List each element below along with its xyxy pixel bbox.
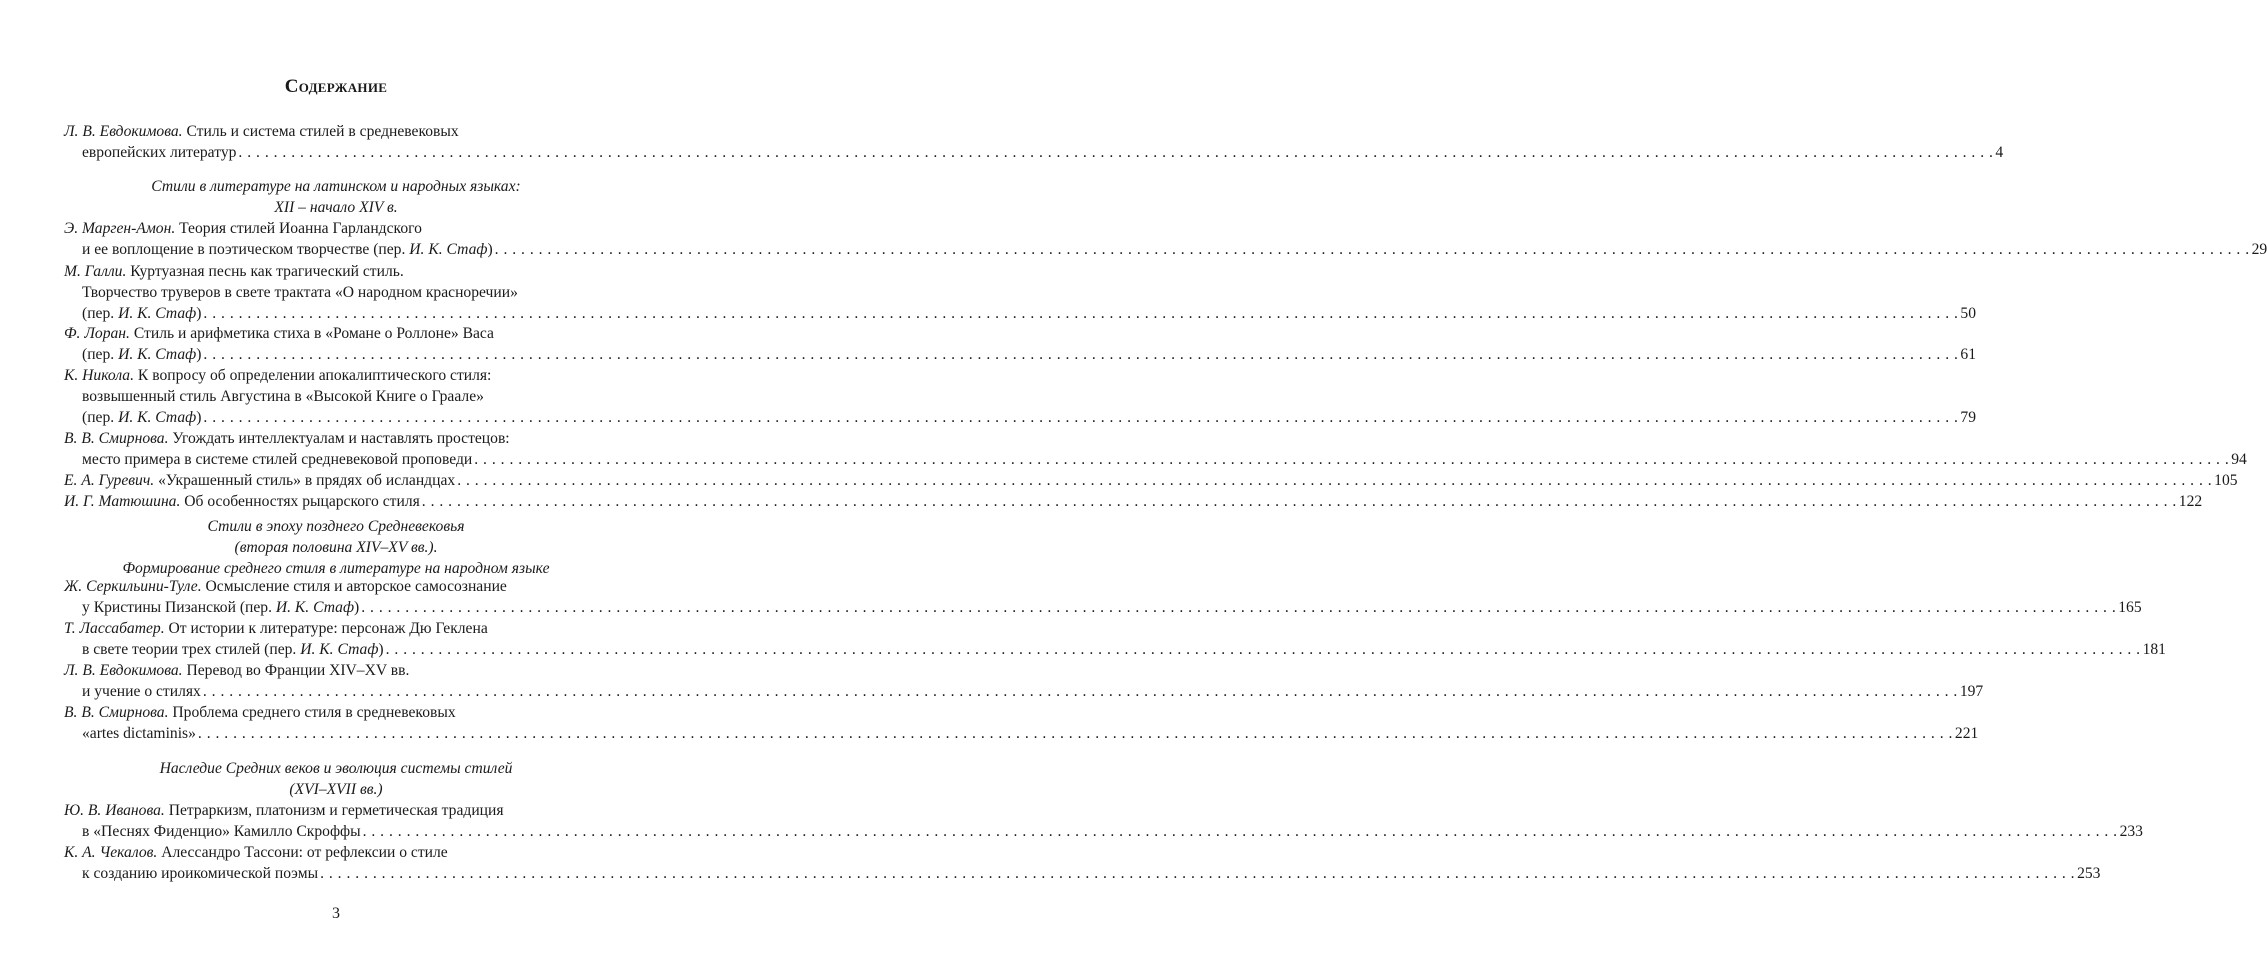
section-heading-line: (вторая половина XIV–XV вв.). (234, 539, 438, 556)
toc-entry-text: в «Песнях Фиденцио» Камилло Скроффы (82, 823, 361, 840)
page-title: Содержание (284, 76, 388, 97)
toc-entry-text: в свете теории трех стилей (пер. И. К. Стаф) (82, 641, 384, 658)
toc-entry[interactable] (64, 702, 1979, 744)
toc-entry-text (64, 491, 420, 512)
toc-entry[interactable] (64, 365, 1976, 428)
toc-entry-first-line (64, 702, 610, 723)
translator-name: И. К. Стаф (275, 599, 355, 616)
section-heading (0, 176, 672, 218)
section-heading (0, 516, 672, 579)
section-heading-line: Стили в литературе на латинском и народных языках: (151, 178, 521, 195)
leader-dots: . . . . . . . . . . . . . . . . . . . . . . . . . . . . . . . . . . . . . . . . . . . . . . . . . . . . . . . . . . . . . . . . . . . . . . . . . . . . . . . . . . . . . . . . . . . . . . . . . . . . . . . . . . . . . . . . . . . . . . . . . . . . . . . . . . . . . . . . . . . . . . . . . . . . . . . . . . . . . . . . . . . . . . . . . . . . . . . . . . . . . . . . . . . . . . . . . . . . . . . . (362, 823, 2118, 840)
toc-entry-page: 181 (2142, 641, 2166, 658)
toc-entry[interactable] (64, 491, 2203, 512)
toc-entry-first-line (64, 323, 610, 344)
toc-entry-author: К. Никола. (64, 367, 135, 384)
toc-entry-title: От истории к литературе: персонаж Дю Геклена (164, 620, 488, 637)
toc-entry-author: К. А. Чекалов. (64, 844, 158, 861)
page-number: 3 (332, 905, 340, 922)
toc-entry-last-line (64, 142, 2004, 163)
toc-entry-author: Е. А. Гуревич. (64, 472, 155, 489)
toc-entry-title: «Украшенный стиль» в прядях об исландцах (154, 472, 456, 489)
toc-entry-title: Петраркизм, платонизм и герметическая традиция (164, 802, 504, 819)
translator-name: И. К. Стаф (300, 641, 379, 658)
toc-entry[interactable] (64, 261, 1976, 324)
leader-dots: . . . . . . . . . . . . . . . . . . . . . . . . . . . . . . . . . . . . . . . . . . . . . . . . . . . . . . . . . . . . . . . . . . . . . . . . . . . . . . . . . . . . . . . . . . . . . . . . . . . . . . . . . . . . . . . . . . . . . . . . . . . . . . . . . . . . . . . . . . . . . . . . . . . . . . . . . . . . . . . . . . . . . . . . . . . . . . . . . . . . . . . . . . . . . . . . . . . . . . . . (320, 865, 2076, 882)
toc-entry-text: «artes dictaminis» (82, 725, 196, 742)
toc-entry-last-line (64, 449, 2247, 470)
leader-dots: . . . . . . . . . . . . . . . . . . . . . . . . . . . . . . . . . . . . . . . . . . . . . . . . . . . . . . . . . . . . . . . . . . . . . . . . . . . . . . . . . . . . . . . . . . . . . . . . . . . . . . . . . . . . . . . . . . . . . . . . . . . . . . . . . . . . . . . . . . . . . . . . . . . . . . . . . . . . . . . . . . . . . . . . . . . . . . . . . . . . . . . . . . . . . . . . . . . . . . . . (203, 346, 1959, 363)
toc-entry-page: 50 (1960, 305, 1976, 322)
toc-entry-page: 94 (2231, 451, 2247, 468)
leader-dots: . . . . . . . . . . . . . . . . . . . . . . . . . . . . . . . . . . . . . . . . . . . . . . . . . . . . . . . . . . . . . . . . . . . . . . . . . . . . . . . . . . . . . . . . . . . . . . . . . . . . . . . . . . . . . . . . . . . . . . . . . . . . . . . . . . . . . . . . . . . . . . . . . . . . . . . . . . . . . . . . . . . . . . . . . . . . . . . . . . . . . . . . . . . . . . . . . . . . . . . . (421, 493, 2177, 510)
toc-entry-page: 4 (1995, 144, 2004, 161)
toc-entry-last-line (64, 239, 2267, 260)
toc-entry-text: к созданию ироикомической поэмы (82, 865, 319, 882)
toc-entry-first-line (64, 576, 610, 597)
toc-entry-title: Об особенностях рыцарского стиля (180, 493, 420, 510)
toc-entry-author: Ж. Серкильини-Туле. (64, 578, 202, 595)
toc-entry-author: Л. В. Евдокимова. (64, 123, 183, 140)
toc-entry-title: Угождать интеллектуалам и наставлять простецов: (168, 430, 510, 447)
toc-entry-page: 79 (1960, 409, 1976, 426)
toc-entry-first-line (64, 842, 610, 863)
toc-entry-text: место примера в системе стилей средневековой проповеди (82, 451, 473, 468)
toc-entry-text: и учение о стилях (82, 683, 201, 700)
toc-entry-page: 165 (2118, 599, 2142, 616)
toc-entry-author: В. В. Смирнова. (64, 704, 169, 721)
section-heading-line: Формирование среднего стиля в литературе на народном языке (122, 560, 550, 577)
translator-name: И. К. Стаф (409, 241, 488, 258)
toc-entry[interactable] (64, 576, 2142, 618)
toc-entry-page: 221 (1954, 725, 1979, 742)
toc-entry-line: Творчество труверов в свете трактата «О народном красноречии» (82, 284, 518, 301)
leader-dots: . . . . . . . . . . . . . . . . . . . . . . . . . . . . . . . . . . . . . . . . . . . . . . . . . . . . . . . . . . . . . . . . . . . . . . . . . . . . . . . . . . . . . . . . . . . . . . . . . . . . . . . . . . . . . . . . . . . . . . . . . . . . . . . . . . . . . . . . . . . . . . . . . . . . . . . . . . . . . . . . . . . . . . . . . . . . . . . . . . . . . . . . . . . . . . . . . . . . . . . . (202, 683, 1958, 700)
translator-name: И. К. Стаф (118, 305, 197, 322)
toc-entry-author: И. Г. Матюшина. (64, 493, 181, 510)
leader-dots: . . . . . . . . . . . . . . . . . . . . . . . . . . . . . . . . . . . . . . . . . . . . . . . . . . . . . . . . . . . . . . . . . . . . . . . . . . . . . . . . . . . . . . . . . . . . . . . . . . . . . . . . . . . . . . . . . . . . . . . . . . . . . . . . . . . . . . . . . . . . . . . . . . . . . . . . . . . . . . . . . . . . . . . . . . . . . . . . . . . . . . . . . . . . . . . . . . . . . . . . (385, 641, 2141, 658)
toc-entry-author: Э. Марген-Амон. (64, 220, 176, 237)
toc-entry[interactable] (64, 121, 2004, 163)
toc-entry-text: у Кристины Пизанской (пер. И. К. Стаф) (82, 599, 360, 616)
toc-entry-last-line (64, 303, 1976, 324)
toc-entry[interactable] (64, 842, 2101, 884)
toc-entry-first-line (64, 365, 610, 386)
toc-entry-author: М. Галли. (64, 263, 127, 280)
toc-entry-first-line (64, 800, 610, 821)
toc-entry[interactable] (64, 218, 2267, 260)
toc-entry-title: Стиль и система стилей в средневековых (182, 123, 459, 140)
toc-entry-title: Теория стилей Иоанна Гарландского (175, 220, 422, 237)
toc-entry-text (64, 470, 455, 491)
toc-entry-title: Куртуазная песнь как трагический стиль. (126, 263, 404, 280)
toc-entry-text: (пер. И. К. Стаф) (82, 409, 202, 426)
leader-dots: . . . . . . . . . . . . . . . . . . . . . . . . . . . . . . . . . . . . . . . . . . . . . . . . . . . . . . . . . . . . . . . . . . . . . . . . . . . . . . . . . . . . . . . . . . . . . . . . . . . . . . . . . . . . . . . . . . . . . . . . . . . . . . . . . . . . . . . . . . . . . . . . . . . . . . . . . . . . . . . . . . . . . . . . . . . . . . . . . . . . . . . . . . . . . . . . . . . . . . . . (238, 144, 1994, 161)
leader-dots: . . . . . . . . . . . . . . . . . . . . . . . . . . . . . . . . . . . . . . . . . . . . . . . . . . . . . . . . . . . . . . . . . . . . . . . . . . . . . . . . . . . . . . . . . . . . . . . . . . . . . . . . . . . . . . . . . . . . . . . . . . . . . . . . . . . . . . . . . . . . . . . . . . . . . . . . . . . . . . . . . . . . . . . . . . . . . . . . . . . . . . . . . . . . . . . . . . . . . . . . (494, 241, 2250, 258)
toc-entry-first-line (64, 470, 2238, 491)
toc-entry-last-line (64, 723, 1979, 744)
toc-entry-text: и ее воплощение в поэтическом творчестве (пер. И. К. Стаф) (82, 241, 493, 258)
leader-dots: . . . . . . . . . . . . . . . . . . . . . . . . . . . . . . . . . . . . . . . . . . . . . . . . . . . . . . . . . . . . . . . . . . . . . . . . . . . . . . . . . . . . . . . . . . . . . . . . . . . . . . . . . . . . . . . . . . . . . . . . . . . . . . . . . . . . . . . . . . . . . . . . . . . . . . . . . . . . . . . . . . . . . . . . . . . . . . . . . . . . . . . . . . . . . . . . . . . . . . . . (474, 451, 2230, 468)
toc-entry-page: 253 (2077, 865, 2101, 882)
toc-entry-page: 61 (1960, 346, 1976, 363)
toc-entry-first-line (64, 491, 2203, 512)
leader-dots: . . . . . . . . . . . . . . . . . . . . . . . . . . . . . . . . . . . . . . . . . . . . . . . . . . . . . . . . . . . . . . . . . . . . . . . . . . . . . . . . . . . . . . . . . . . . . . . . . . . . . . . . . . . . . . . . . . . . . . . . . . . . . . . . . . . . . . . . . . . . . . . . . . . . . . . . . . . . . . . . . . . . . . . . . . . . . . . . . . . . . . . . . . . . . . . . . . . . . . . . (361, 599, 2117, 616)
section-heading-line: XII – начало XIV в. (274, 199, 398, 216)
toc-entry[interactable] (64, 660, 1984, 702)
toc-entry-author: Т. Лассабатер. (64, 620, 165, 637)
translator-name: И. К. Стаф (118, 409, 197, 426)
toc-entry-last-line (64, 407, 1976, 428)
leader-dots: . . . . . . . . . . . . . . . . . . . . . . . . . . . . . . . . . . . . . . . . . . . . . . . . . . . . . . . . . . . . . . . . . . . . . . . . . . . . . . . . . . . . . . . . . . . . . . . . . . . . . . . . . . . . . . . . . . . . . . . . . . . . . . . . . . . . . . . . . . . . . . . . . . . . . . . . . . . . . . . . . . . . . . . . . . . . . . . . . . . . . . . . . . . . . . . . . . . . . . . . (457, 472, 2213, 489)
toc-entry-first-line (64, 428, 610, 449)
toc-entry-page: 197 (1959, 683, 1984, 700)
toc-entry-last-line (64, 681, 1984, 702)
toc-entry-last-line (64, 344, 1976, 365)
toc-entry-title: Стиль и арифметика стиха в «Романе о Роллоне» Васа (129, 325, 494, 342)
toc-entry-text: (пер. И. К. Стаф) (82, 305, 202, 322)
translator-name: И. К. Стаф (118, 346, 197, 363)
toc-entry-page: 105 (2214, 472, 2238, 489)
toc-entry-page: 122 (2178, 493, 2203, 510)
toc-entry-first-line (64, 261, 610, 282)
toc-entry-title: Проблема среднего стиля в средневековых (168, 704, 456, 721)
toc-entry[interactable] (64, 428, 2247, 470)
toc-entry-title: К вопросу об определении апокалиптического стиля: (134, 367, 492, 384)
toc-entry-last-line (64, 821, 2143, 842)
toc-entry-title: Алессандро Тассони: от рефлексии о стиле (157, 844, 448, 861)
leader-dots: . . . . . . . . . . . . . . . . . . . . . . . . . . . . . . . . . . . . . . . . . . . . . . . . . . . . . . . . . . . . . . . . . . . . . . . . . . . . . . . . . . . . . . . . . . . . . . . . . . . . . . . . . . . . . . . . . . . . . . . . . . . . . . . . . . . . . . . . . . . . . . . . . . . . . . . . . . . . . . . . . . . . . . . . . . . . . . . . . . . . . . . . . . . . . . . . . . . . . . . . (203, 305, 1959, 322)
toc-entry[interactable] (64, 470, 2238, 491)
toc-entry-text: европейских литератур (82, 144, 237, 161)
toc-entry-page: 29 (2251, 241, 2267, 258)
toc-entry-first-line (64, 618, 610, 639)
toc-entry-author: Л. В. Евдокимова. (64, 662, 183, 679)
toc-entry-author: В. В. Смирнова. (64, 430, 169, 447)
leader-dots: . . . . . . . . . . . . . . . . . . . . . . . . . . . . . . . . . . . . . . . . . . . . . . . . . . . . . . . . . . . . . . . . . . . . . . . . . . . . . . . . . . . . . . . . . . . . . . . . . . . . . . . . . . . . . . . . . . . . . . . . . . . . . . . . . . . . . . . . . . . . . . . . . . . . . . . . . . . . . . . . . . . . . . . . . . . . . . . . . . . . . . . . . . . . . . . . . . . . . . . . (197, 725, 1953, 742)
toc-entry-first-line (64, 121, 610, 142)
toc-entry-last-line (64, 863, 2101, 884)
toc-entry[interactable] (64, 800, 2143, 842)
toc-entry-line: возвышенный стиль Августина в «Высокой Книге о Граале» (82, 388, 484, 405)
section-heading (0, 758, 672, 800)
toc-entry[interactable] (64, 323, 1976, 365)
section-heading-line: Наследие Средних веков и эволюция системы стилей (159, 760, 513, 777)
section-heading-line: Стили в эпоху позднего Средневековья (207, 518, 465, 535)
section-heading-line: (XVI–XVII вв.) (289, 781, 383, 798)
toc-entry-first-line (64, 218, 610, 239)
toc-entry-last-line (64, 597, 2142, 618)
toc-entry-title: Перевод во Франции XIV–XV вв. (182, 662, 410, 679)
toc-entry-author: Ю. В. Иванова. (64, 802, 165, 819)
toc-entry-text: (пер. И. К. Стаф) (82, 346, 202, 363)
toc-entry[interactable] (64, 618, 2166, 660)
leader-dots: . . . . . . . . . . . . . . . . . . . . . . . . . . . . . . . . . . . . . . . . . . . . . . . . . . . . . . . . . . . . . . . . . . . . . . . . . . . . . . . . . . . . . . . . . . . . . . . . . . . . . . . . . . . . . . . . . . . . . . . . . . . . . . . . . . . . . . . . . . . . . . . . . . . . . . . . . . . . . . . . . . . . . . . . . . . . . . . . . . . . . . . . . . . . . . . . . . . . . . . . (203, 409, 1959, 426)
toc-entry-first-line (64, 660, 610, 681)
toc-entry-title: Осмысление стиля и авторское самосознание (201, 578, 507, 595)
toc-entry-author: Ф. Лоран. (64, 325, 130, 342)
toc-entry-last-line (64, 639, 2166, 660)
toc-entry-page: 233 (2119, 823, 2143, 840)
